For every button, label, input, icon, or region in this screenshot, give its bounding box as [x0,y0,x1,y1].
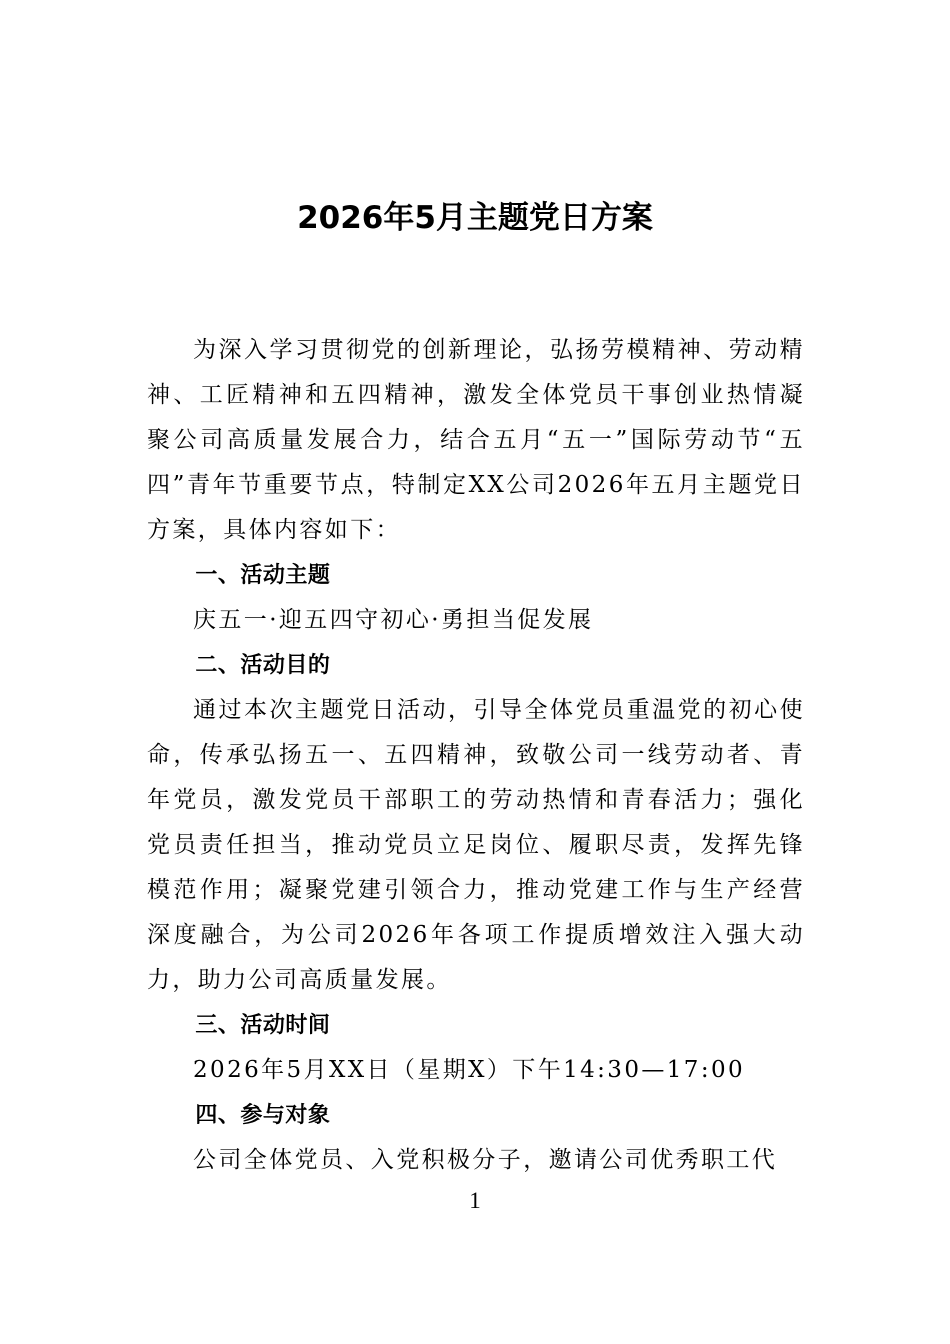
section-content-participants: 公司全体党员、入党积极分子，邀请公司优秀职工代 [193,1147,778,1173]
section-heading-theme: 一、活动主题 [195,563,331,588]
page-number: 1 [469,1188,481,1213]
section-heading-purpose: 二、活动目的 [195,653,331,678]
document-body [147,328,805,1183]
section-content-time: 2026年5月XX日（星期X）下午14:30—17:00 [193,1057,746,1083]
section-heading-time: 三、活动时间 [195,1013,331,1038]
document-title: 2026年5月主题党日方案 [297,200,653,236]
intro-paragraph: 为深入学习贯彻党的创新理论，弘扬劳模精神、劳动精神、工匠精神和五四精神，激发全体党员干事创业热情凝聚公司高质量发展合力，结合五月“五一”国际劳动节“五四”青年节重要节点，特制定XX公司2026年五月主题党日方案，具体内容如下： [147,337,805,543]
section-content-purpose: 通过本次主题党日活动，引导全体党员重温党的初心使命，传承弘扬五一、五四精神，致敬公司一线劳动者、青年党员，激发党员干部职工的劳动热情和青春活力；强化党员责任担当，推动党员立足岗位、履职尽责，发挥先锋模范作用；凝聚党建引领合力，推动党建工作与生产经营深度融合，为公司2026年各项工作提质增效注入强大动力，助力公司高质量发展。 [147,697,805,993]
section-heading-participants: 四、参与对象 [195,1103,331,1128]
section-content-theme: 庆五一·迎五四守初心·勇担当促发展 [193,607,594,633]
